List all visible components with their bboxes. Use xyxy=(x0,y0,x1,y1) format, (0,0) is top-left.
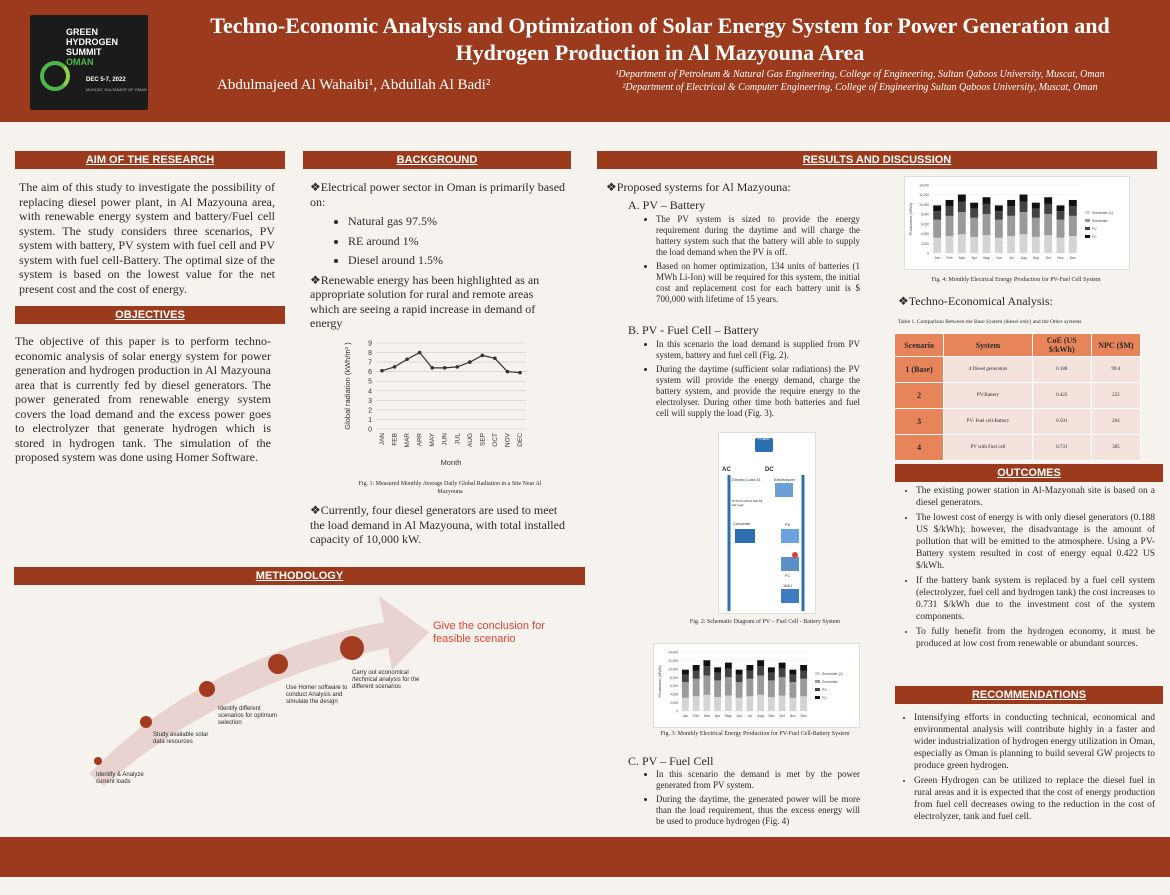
y-tick-label: 0 xyxy=(676,709,678,714)
x-tick-label: APR xyxy=(416,433,424,447)
background-point-1: ❖ Electrical power sector in Oman is primarily based on: xyxy=(310,180,565,209)
bar-segment xyxy=(768,680,775,697)
fc-alert-icon xyxy=(792,552,798,558)
bar-segment xyxy=(800,696,807,711)
bar-segment xyxy=(779,677,786,695)
x-tick-label: Sep xyxy=(768,714,775,718)
legend-label: Schneider xyxy=(822,680,838,684)
bar-segment xyxy=(1057,205,1065,211)
energy-sources-list xyxy=(310,214,565,268)
x-tick-label: Sep xyxy=(1032,256,1039,260)
bar-segment xyxy=(779,696,786,711)
methodology-heading: METHODOLOGY xyxy=(14,567,585,585)
pv-label: PV xyxy=(785,522,791,527)
x-tick-label: Jun xyxy=(996,256,1002,260)
bar-segment xyxy=(1032,237,1040,253)
y-tick-label: 8,000 xyxy=(670,675,678,680)
th-scenario: Scenario xyxy=(895,334,944,357)
y-tick-label: 4,000 xyxy=(670,692,678,697)
fig4-chart-box xyxy=(904,176,1130,270)
converter-icon xyxy=(735,529,755,543)
bar-segment xyxy=(933,211,941,220)
x-tick-label: JAN xyxy=(379,433,386,446)
arrow-shape xyxy=(89,596,429,786)
bar-segment xyxy=(1069,206,1077,216)
bar-segment xyxy=(983,235,991,253)
background-point-3: ❖ Currently, four diesel generators are used to meet the load demand in Al Mazyouna, with total installed capacity of 10,000 kW. xyxy=(310,503,565,547)
y-tick-label: 10,000 xyxy=(919,202,929,207)
bar-segment xyxy=(933,205,941,211)
bar-segment xyxy=(958,202,966,213)
bar-segment xyxy=(789,675,796,682)
bar-segment xyxy=(800,671,807,679)
results-heading: RESULTS AND DISCUSSION xyxy=(597,151,1157,169)
logo-text: GREEN HYDROGEN SUMMIT OMAN xyxy=(66,27,119,67)
bar-segment xyxy=(1044,214,1052,235)
bar-segment xyxy=(995,220,1003,238)
y-tick-label: 8,000 xyxy=(921,212,929,217)
source-item: • Diesel around 1.5% xyxy=(348,253,565,268)
bar-segment xyxy=(736,682,743,698)
legend-swatch xyxy=(1085,235,1090,238)
bar-segment xyxy=(693,679,700,696)
electrolyzer-label: Electrolyzer xyxy=(774,477,795,482)
load-label: Electric Load #1 xyxy=(732,477,761,482)
legend-label: Schneider (1) xyxy=(822,672,844,676)
aim-heading: AIM OF THE RESEARCH xyxy=(15,151,285,169)
x-tick-label: Apr xyxy=(714,714,721,718)
bar-segment xyxy=(746,679,753,696)
y-tick-label: 6 xyxy=(368,369,372,377)
bar-segment xyxy=(970,209,978,218)
bar-segment xyxy=(682,675,689,682)
objectives-heading: OBJECTIVES xyxy=(15,306,285,324)
bar-segment xyxy=(995,205,1003,211)
table-row: 4 PV with Fuel cell 0.731 385 xyxy=(895,435,1141,461)
ac-label: AC xyxy=(722,467,731,473)
y-tick-label: 2,000 xyxy=(670,701,678,706)
conclusion-text: Give the conclusion for feasible scenario xyxy=(433,620,545,645)
bar-segment xyxy=(1020,234,1028,253)
y-tick-label: 3 xyxy=(368,397,372,405)
fig4-caption: Fig. 4: Monthly Electrical Energy Production for PV-Fuel Cell System xyxy=(931,277,1101,283)
bar-segment xyxy=(946,216,954,236)
poster-header xyxy=(0,0,1170,122)
y-tick-label: 14,000 xyxy=(668,650,678,655)
logo-venue: MUSCAT, SULTANATE OF OMAN xyxy=(86,87,147,92)
data-point xyxy=(518,371,522,375)
battery-label: 1MLI xyxy=(783,583,792,588)
bar-segment xyxy=(703,675,710,694)
bar-segment xyxy=(1044,197,1052,204)
poster-footer xyxy=(0,837,1170,877)
data-point xyxy=(455,365,459,369)
bar-segment xyxy=(958,195,966,202)
y-tick-label: 5 xyxy=(368,378,372,386)
data-point xyxy=(443,366,447,370)
x-tick-label: May xyxy=(725,714,732,718)
x-tick-label: May xyxy=(983,256,990,260)
step-label-4: Use Homer software to conduct Analysis and simulate the design xyxy=(286,685,348,705)
data-point xyxy=(380,369,384,373)
bar-segment xyxy=(779,663,786,669)
x-tick-label: JUL xyxy=(454,433,462,445)
data-point xyxy=(506,370,510,374)
bar-segment xyxy=(746,665,753,671)
x-tick-label: MAR xyxy=(404,433,412,448)
bar-segment xyxy=(946,206,954,216)
bar-segment xyxy=(1032,203,1040,209)
y-tick-label: 0 xyxy=(368,426,372,434)
outcome-item: • To fully benefit from the hydrogen economy, it must be produced at low cost from renewable or abundant sources. xyxy=(916,626,1155,650)
recommendation-item: • Intensifying efforts in conducting technical, economical and environmental analysis will contribute highly in a faster and wider industrialization of hydrogen energy utilization in Oman, especially as Oman is planning to build several GW projects to produce green hydrogen. xyxy=(914,712,1155,772)
bar-segment xyxy=(714,680,721,697)
bar-segment xyxy=(725,696,732,711)
bar-segment xyxy=(693,696,700,711)
scenario-c-item: • During the daytime, the generated power will be more than the load requirement, thus the excess energy will be used to produce hydrogen (Fig. 4) xyxy=(656,794,860,827)
data-point xyxy=(393,365,397,369)
scenario-b-body xyxy=(642,339,860,422)
radiation-chart xyxy=(340,333,540,473)
dc-label: DC xyxy=(765,467,774,473)
y-tick-label: 6,000 xyxy=(921,222,929,227)
comparison-table xyxy=(894,333,1141,461)
legend-swatch xyxy=(815,696,820,699)
step-label-5: Carry out economical /technical analysis for the different scenarios xyxy=(352,670,420,690)
x-tick-label: AUG xyxy=(466,433,474,448)
scenario-c-title: C. PV – Fuel Cell xyxy=(628,754,714,768)
background-heading: BACKGROUND xyxy=(303,151,571,169)
legend-swatch xyxy=(1085,211,1090,214)
fc-icon xyxy=(781,557,799,571)
bar-segment xyxy=(714,667,721,672)
x-tick-label: Feb xyxy=(946,256,953,260)
x-tick-label: Oct xyxy=(1045,256,1051,260)
bar-segment xyxy=(746,671,753,679)
bar-segment xyxy=(1007,216,1015,236)
data-point xyxy=(418,351,422,355)
fc-label: FC xyxy=(785,573,791,578)
bar-segment xyxy=(768,697,775,711)
x-axis-label: Month xyxy=(440,458,462,467)
source-item: • RE around 1% xyxy=(348,234,565,249)
bar-segment xyxy=(725,663,732,669)
table-row: 1 (Base) 4 Diesel generators 0.188 99.4 xyxy=(895,357,1141,383)
htank-label: HTank xyxy=(758,436,770,441)
bar-segment xyxy=(789,698,796,711)
x-tick-label: DEC xyxy=(517,433,524,447)
bar-segment xyxy=(736,675,743,682)
bar-segment xyxy=(714,697,721,711)
y-axis-label: Global radiation (kWh/m² ) xyxy=(343,342,352,430)
x-tick-label: MAY xyxy=(429,433,437,447)
x-tick-label: Dec xyxy=(1069,256,1076,260)
y-tick-label: 9 xyxy=(368,340,372,348)
bar-segment xyxy=(958,234,966,253)
bar-segment xyxy=(746,696,753,711)
y-tick-label: 2 xyxy=(368,407,372,415)
bar-segment xyxy=(779,668,786,677)
x-tick-label: NOV xyxy=(504,433,512,448)
bar-segment xyxy=(970,203,978,209)
x-tick-label: Nov xyxy=(1057,256,1064,260)
x-tick-label: Mar xyxy=(958,256,965,260)
load-value: 9779.34 kWh/d 940.83 kW peak xyxy=(732,499,763,507)
bar-segment xyxy=(768,673,775,681)
bar-segment xyxy=(1007,200,1015,206)
scenario-b-item: • In this scenario the load demand is supplied from PV system, battery and fuel cell (Fig. 2). xyxy=(656,339,860,361)
bar-segment xyxy=(1044,204,1052,214)
battery-icon xyxy=(781,589,799,603)
bar-segment xyxy=(789,670,796,675)
bar-segment xyxy=(693,671,700,679)
bar-segment xyxy=(946,200,954,206)
bar-segment xyxy=(970,237,978,253)
y-tick-label: 10,000 xyxy=(668,667,678,672)
bar-segment xyxy=(1020,212,1028,234)
pv-icon xyxy=(781,529,799,543)
step-dot-4 xyxy=(268,654,288,674)
fig3-chart xyxy=(654,644,859,727)
bar-segment xyxy=(1007,236,1015,253)
legend-label: PV xyxy=(1092,227,1097,231)
step-dot-5 xyxy=(340,636,364,660)
affiliation-1: ¹Department of Petroleum & Natural Gas Engineering, College of Engineering, Sultan Qaboos University, Muscat, Oman xyxy=(615,69,1105,80)
x-tick-label: Jan xyxy=(934,256,940,260)
y-tick-label: 7 xyxy=(368,359,372,367)
legend-swatch xyxy=(815,680,820,683)
x-tick-label: Nov xyxy=(789,714,796,718)
y-tick-label: 12,000 xyxy=(668,658,678,663)
bar-segment xyxy=(1069,236,1077,253)
bar-segment xyxy=(995,211,1003,220)
legend-label: PV xyxy=(822,688,827,692)
x-tick-label: FEB xyxy=(391,433,399,446)
y-tick-label: 2,000 xyxy=(921,241,929,246)
outcome-item: • The existing power station in Al-Mazyonah site is based on a diesel generators. xyxy=(916,485,1155,509)
data-point xyxy=(430,366,434,370)
legend-label: FC xyxy=(822,696,827,700)
th-system: System xyxy=(944,334,1033,357)
bar-segment xyxy=(958,212,966,234)
table-row: 2 PV-Battery 0.422 222 xyxy=(895,383,1141,409)
bar-segment xyxy=(1057,211,1065,220)
x-tick-label: Mar xyxy=(703,714,710,718)
outcomes-heading: OUTCOMES xyxy=(895,464,1163,482)
x-tick-label: Jul xyxy=(1008,256,1014,260)
bar-segment xyxy=(983,197,991,204)
bar-segment xyxy=(1057,220,1065,238)
bar-segment xyxy=(946,236,954,253)
scenario-a-item: • Based on homer optimization, 134 units of batteries (1 MWh Li-Ion) will be required for this system, the initial cost and replacement cost for each battery unit is $ 700,000 with lifetime of 15 years. xyxy=(656,261,860,305)
bar-segment xyxy=(714,673,721,681)
fig2-caption: Fig. 2: Schematic Diagram of PV – Fuel Cell - Battery System xyxy=(689,619,841,625)
bar-segment xyxy=(736,698,743,711)
outcome-item: • The lowest cost of energy is with only diesel generators (0.188 US $/kWh); however, the disadvantage is the amount of pollution that will be emitted to the atmosphere. Using a PV-Battery system resulted in cost of energy equal 0.422 US $/kWh. xyxy=(916,512,1155,572)
bar-segment xyxy=(757,675,764,694)
x-tick-label: JUN xyxy=(441,433,449,446)
bar-segment xyxy=(1069,200,1077,206)
aim-text: The aim of this study to investigate the possibility of replacing diesel power plant, in Al Mazyouna area, with renewable energy system and battery/Fuel cell system. The study considers three scenarios, PV system with battery, PV system with fuel cell and PV system with fuel cell-Battery. The optimal size of the system is based on the lowest value for the net present cost and the cost of energy. xyxy=(19,180,275,296)
y-tick-label: 6,000 xyxy=(670,684,678,689)
y-tick-label: 4,000 xyxy=(921,232,929,237)
bar-segment xyxy=(703,666,710,675)
source-item: • Natural gas 97.5% xyxy=(348,214,565,229)
recommendation-item: • Green Hydrogen can be utilized to replace the diesel fuel in rural areas and it is expected that the cost of energy production from fuel cell decreases owing to the reduction in the cost of electrolyzer, tank and fuel cell. xyxy=(914,775,1155,823)
legend-swatch xyxy=(1085,219,1090,222)
x-tick-label: Aug xyxy=(1020,256,1027,260)
legend-swatch xyxy=(815,688,820,691)
authors: Abdulmajeed Al Wahaibi¹, Abdullah Al Badi² xyxy=(217,77,491,93)
bar-segment xyxy=(995,238,1003,253)
background-body xyxy=(310,180,565,331)
bar-segment xyxy=(933,238,941,253)
bar-segment xyxy=(768,667,775,672)
data-point xyxy=(481,354,485,358)
affiliation-2: ²Department of Electrical & Computer Engineering, College of Engineering Sultan Qaboos University, Muscat, Oman xyxy=(622,82,1098,93)
bar-segment xyxy=(1069,216,1077,236)
scenario-a-title: A. PV – Battery xyxy=(628,198,706,212)
background-point-2: ❖ Renewable energy has been highlighted as an appropriate solution for rural and remote areas which are seeing a rapid increase in demand of energy xyxy=(310,273,565,331)
bar-segment xyxy=(682,698,689,711)
bar-segment xyxy=(693,665,700,671)
scenario-c-body xyxy=(642,769,860,830)
bar-segment xyxy=(1007,206,1015,216)
x-tick-label: Dec xyxy=(800,714,807,718)
y-tick-label: 8 xyxy=(368,350,372,358)
legend-swatch xyxy=(815,672,820,675)
legend-label: Schneider xyxy=(1092,219,1108,223)
bar-segment xyxy=(983,204,991,214)
scenario-a-item: • The PV system is sized to provide the energy requirement during the daytime and will charge the battery system such that the battery will able to supply the load demand when the PV is off. xyxy=(656,214,860,258)
bar-segment xyxy=(736,670,743,675)
y-axis-label: Production (MWh) xyxy=(657,665,662,698)
outcomes-list xyxy=(902,485,1155,653)
bar-segment xyxy=(1032,209,1040,218)
bar-segment xyxy=(725,677,732,695)
data-point xyxy=(405,357,409,361)
step-dot-1 xyxy=(94,757,102,765)
legend-label: Schneider (1) xyxy=(1092,211,1114,215)
bar-segment xyxy=(1032,218,1040,237)
y-tick-label: 1 xyxy=(368,416,372,424)
results-intro: ❖ Proposed systems for Al Mazyouna: xyxy=(606,180,886,195)
bar-segment xyxy=(703,660,710,666)
table-caption: Table 1. Comparison Between the Base System (diesel only) and the Other systems xyxy=(898,319,1082,325)
recommendations-heading: RECOMMENDATIONS xyxy=(895,686,1163,704)
fig4-chart xyxy=(905,177,1129,269)
summit-logo xyxy=(30,15,148,110)
y-tick-label: 14,000 xyxy=(919,183,929,188)
bar-segment xyxy=(1044,235,1052,253)
recommendations-list xyxy=(900,712,1155,826)
legend-swatch xyxy=(1085,227,1090,230)
fig3-chart-box xyxy=(653,643,860,728)
x-tick-label: Aug xyxy=(757,714,764,718)
objectives-text: The objective of this paper is to perform techno-economic analysis of solar energy system for power generation and hydrogen production in Al Mazyouna area that is currently fed by diesel generators. The power generated from renewable energy system covers the load demand and the excess power goes to electrolyzer that generate hydrogen which is stored in hydrogen tank. The simulation of the proposed system was done using Homer Software. xyxy=(15,334,271,464)
step-label-1: Identify & Analyze current loads xyxy=(96,772,144,785)
bar-segment xyxy=(757,660,764,666)
x-tick-label: Feb xyxy=(693,714,700,718)
step-dot-3 xyxy=(199,681,215,697)
x-tick-label: Apr xyxy=(971,256,977,260)
legend-label: FC xyxy=(1092,235,1097,239)
electrolyzer-icon xyxy=(775,483,793,497)
table-row: 3 PV- Fuel cell-Battery 0.501 264 xyxy=(895,409,1141,435)
x-tick-label: Jan xyxy=(682,714,689,718)
series-line xyxy=(382,353,520,373)
x-tick-label: Jul xyxy=(747,714,753,718)
bar-segment xyxy=(983,214,991,235)
th-coe: CoE (US $/kWh) xyxy=(1032,334,1091,357)
bar-segment xyxy=(757,666,764,675)
tea-title: ❖ Techno-Economical Analysis: xyxy=(898,294,1138,309)
bar-segment xyxy=(800,679,807,696)
fig2-schematic xyxy=(718,432,816,614)
bar-segment xyxy=(1020,195,1028,202)
table-header-row xyxy=(895,334,1141,357)
x-tick-label: SEP xyxy=(479,433,487,447)
outcome-item: • If the battery bank system is replaced by a fuel cell system (electrolyzer, fuel cell and hydrogen tank) the cost increases to 0.731 $/kWh due to the investment cost of the system components. xyxy=(916,575,1155,623)
bar-segment xyxy=(682,682,689,698)
x-tick-label: Oct xyxy=(779,714,785,718)
y-tick-label: 12,000 xyxy=(919,193,929,198)
th-npc: NPC ($M) xyxy=(1091,334,1140,357)
converter-label: Converter xyxy=(733,521,751,526)
scenario-c-item: • In this scenario the demand is met by the power generated from PV system. xyxy=(656,769,860,791)
y-tick-label: 4 xyxy=(368,388,372,396)
fig3-caption: Fig. 3: Monthly Electrical Energy Production for PV-Fuel Cell-Battery System xyxy=(660,731,850,737)
bar-segment xyxy=(725,668,732,677)
logo-dates: DEC 5-7, 2022 xyxy=(86,77,126,83)
scenario-b-item: • During the daytime (sufficient solar radiations) the PV system will provide the energy demand, charge the battery system, and provide the require energy to the electrolyser. During other time both batteries and fuel cell will supply the load (Fig. 3). xyxy=(656,364,860,419)
scenario-b-title: B. PV - Fuel Cell – Battery xyxy=(628,323,759,337)
bar-segment xyxy=(1057,238,1065,253)
data-point xyxy=(468,360,472,364)
bar-segment xyxy=(789,682,796,698)
bar-segment xyxy=(970,218,978,237)
poster-title: Techno-Economic Analysis and Optimization of Solar Energy System for Power Generation and Hydrogen Production in Al Mazyouna Area xyxy=(210,13,1110,65)
x-tick-label: OCT xyxy=(491,433,499,447)
bar-segment xyxy=(800,665,807,671)
bar-segment xyxy=(933,220,941,238)
bar-segment xyxy=(1020,202,1028,213)
y-tick-label: 0 xyxy=(927,251,929,256)
x-tick-label: Jun xyxy=(736,714,742,718)
scenario-a-body xyxy=(642,214,860,308)
step-label-2: Study available solar data resources xyxy=(153,732,209,745)
step-dot-2 xyxy=(140,716,152,728)
bar-segment xyxy=(703,695,710,711)
fig1-caption: Fig. 1: Measured Monthly Average Daily Global Radiation in a Site Near Al Mazyouna xyxy=(358,481,542,495)
bar-segment xyxy=(682,670,689,675)
step-label-3: Identify different scenarios for optimum selection xyxy=(218,706,278,726)
data-point xyxy=(493,356,497,360)
y-axis-label: Production (MWh) xyxy=(908,202,913,236)
bar-segment xyxy=(757,695,764,711)
affiliations xyxy=(600,68,1120,94)
